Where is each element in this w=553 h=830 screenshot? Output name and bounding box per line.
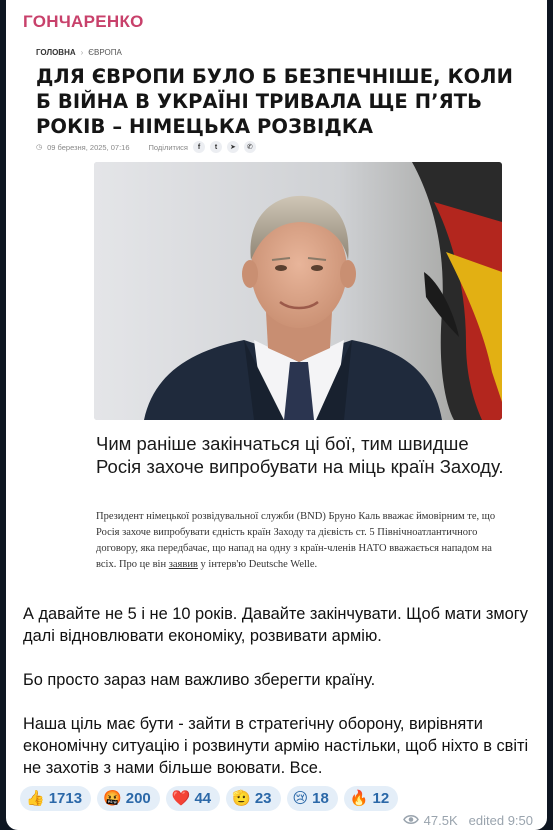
- article-image[interactable]: [28, 44, 524, 589]
- lead-text: Президент німецької розвідувальної служби (BND) Бруно Каль вважає ймовірним те, що Росія захоче випробувати єдність країн Заходу та дієвість ст. 5 Північноатлантичного договору, яка передбачає, що напад на одну з країн-членів НАТО вважається нападом на всіх. Про це він: [96, 511, 496, 570]
- article-date: 09 березня, 2025, 07:16: [47, 142, 130, 152]
- thumbs-up-icon: 👍: [26, 790, 45, 807]
- fire-icon: 🔥: [349, 790, 369, 807]
- reaction-heart[interactable]: [166, 786, 220, 811]
- view-count: 47.5K: [423, 813, 458, 828]
- reactions-bar: [20, 786, 398, 811]
- reaction-angry[interactable]: [97, 786, 160, 811]
- share-label: Поділитися: [148, 142, 188, 152]
- chevron-right-icon: ›: [80, 48, 84, 57]
- reaction-count: 44: [194, 790, 212, 807]
- reaction-count: 18: [312, 790, 329, 807]
- lead-text-end: у інтерв'ю Deutsche Welle.: [197, 559, 318, 570]
- telegram-icon: ➤: [227, 141, 239, 153]
- reaction-count: 12: [372, 790, 390, 807]
- post-text: [23, 603, 538, 801]
- saluting-face-icon: 🫡: [232, 790, 251, 807]
- article-meta: [36, 141, 256, 153]
- facebook-icon: f: [193, 141, 205, 153]
- crying-face-icon: 😢: [292, 790, 309, 807]
- breadcrumb-section: ЄВРОПА: [88, 48, 122, 57]
- viber-icon: ✆: [244, 141, 256, 153]
- reaction-crying[interactable]: [287, 786, 338, 811]
- reaction-thumbs-up[interactable]: [20, 786, 91, 811]
- heart-icon: ❤️: [171, 790, 191, 807]
- article-lead: [96, 509, 514, 573]
- reaction-salute[interactable]: [226, 786, 280, 811]
- angry-face-icon: 🤬: [103, 790, 122, 807]
- clock-icon: ◷: [36, 144, 43, 151]
- reaction-count: 1713: [48, 790, 83, 807]
- portrait-photo: [94, 162, 502, 420]
- reaction-count: 200: [125, 790, 151, 807]
- channel-name[interactable]: ГОНЧАРЕНКО: [23, 12, 144, 31]
- twitter-icon: t: [210, 141, 222, 153]
- reaction-count: 23: [254, 790, 272, 807]
- reaction-fire[interactable]: [344, 786, 398, 811]
- breadcrumb: [36, 48, 122, 57]
- article-subhead: Чим раніше закінчаться ці бої, тим швидше Росія захоче випробувати на міць країн Заходу.: [96, 433, 504, 477]
- edited-time: edited 9:50: [468, 813, 533, 828]
- article-photo: [94, 162, 502, 420]
- post-paragraph: Наша ціль має бути - зайти в стратегічну оборону, вирівняти економічну ситуацію і розвинути армію настільки, щоб ніхто в світі не захотів з нами більше воювати. Все.: [23, 715, 529, 777]
- breadcrumb-home: ГОЛОВНА: [36, 48, 76, 57]
- post-paragraph: Бо просто зараз нам важливо зберегти країну.: [23, 671, 376, 689]
- message-footer: [403, 813, 533, 828]
- eye-icon: [403, 813, 419, 828]
- message-bubble: [6, 0, 547, 830]
- lead-link: заявив: [168, 559, 198, 570]
- article-headline: ДЛЯ ЄВРОПИ БУЛО Б БЕЗПЕЧНІШЕ, КОЛИ Б ВІЙНА В УКРАЇНІ ТРИВАЛА ЩЕ П’ЯТЬ РОКІВ – НІМЕЦЬКА РОЗВІДКА: [36, 65, 513, 138]
- post-paragraph: А давайте не 5 і не 10 років. Давайте закінчувати. Щоб мати змогу далі відновлювати економіку, розвивати армію.: [23, 605, 528, 645]
